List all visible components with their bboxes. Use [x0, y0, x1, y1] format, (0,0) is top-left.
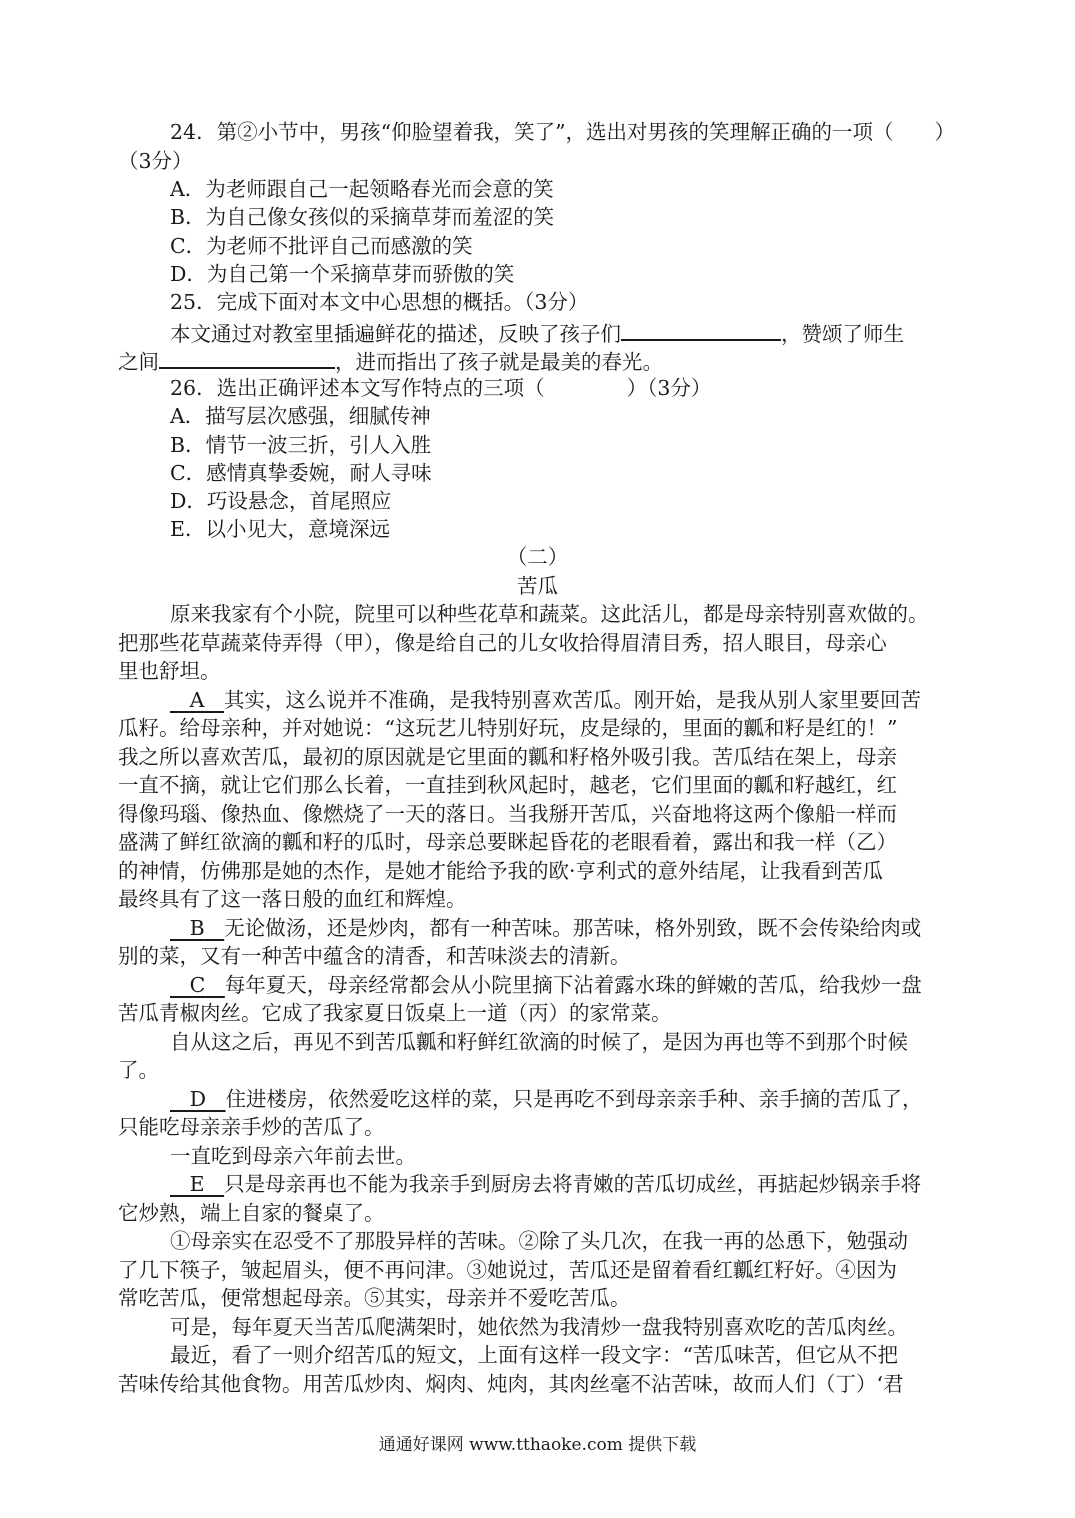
q24-score: （3分）	[118, 149, 193, 173]
q24-stem: 24．第②小节中，男孩“仰脸望着我，笑了”，选出对男孩的笑理解正确的一项（ ）	[170, 120, 956, 144]
para-until: 一直吃到母亲六年前去世。	[170, 1144, 416, 1168]
q25-stem: 25．完成下面对本文中心思想的概括。（3分）	[170, 290, 589, 314]
q25-line1-text-a: 本文通过对教室里插遍鲜花的描述，反映了孩子们	[170, 322, 621, 346]
article-title: 苦瓜	[517, 574, 558, 598]
q26-option-d: D．巧设悬念，首尾照应	[170, 489, 392, 513]
paraA-line: 盛满了鲜红欲滴的瓤和籽的瓜时，母亲总要眯起昏花的老眼看着，露出和我一样（乙）	[118, 830, 897, 854]
para-recent-line: 苦味传给其他食物。用苦瓜炒肉、焖肉、炖肉，其肉丝毫不沾苦味，故而人们（丁）‘君	[118, 1372, 904, 1396]
para-numbered-line: 常吃苦瓜，便常想起母亲。⑤其实，母亲并不爱吃苦瓜。	[118, 1286, 631, 1310]
q24-option-c: C．为老师不批评自己而感激的笑	[170, 234, 473, 258]
paraB-first-line: B 无论做汤，还是炒肉，都有一种苦味。那苦味，格外别致，既不会传染给肉或	[170, 914, 960, 942]
q26-option-b: B．情节一波三折，引人入胜	[170, 433, 432, 457]
blank-mark-a: A	[189, 688, 205, 712]
para1-line: 里也舒坦。	[118, 659, 221, 683]
para-numbered-line: ①母亲实在忍受不了那股异样的苦味。②除了头几次，在我一再的怂恿下，勉强动	[170, 1229, 908, 1253]
q24-option-b: B．为自己像女孩似的采摘草芽而羞涩的笑	[170, 205, 555, 229]
q25-line1-text-b: ，赞颂了师生	[781, 322, 904, 346]
para1-line: 把那些花草蔬菜侍弄得（甲），像是给自己的儿女收拾得眉清目秀，招人眼目，母亲心	[118, 631, 887, 655]
q24-option-a: A．为老师跟自己一起领略春光而会意的笑	[170, 177, 554, 201]
para-since-line: 了。	[118, 1058, 159, 1082]
paraA-line: 我之所以喜欢苦瓜，最初的原因就是它里面的瓤和籽格外吸引我。苦瓜结在架上，母亲	[118, 745, 897, 769]
section-label: （二）	[506, 545, 569, 569]
para-recent-line: 最近，看了一则介绍苦瓜的短文，上面有这样一段文字：“苦瓜味苦，但它从不把	[170, 1343, 898, 1367]
para1-line: 原来我家有个小院，院里可以种些花草和蔬菜。这此活儿，都是母亲特别喜欢做的。	[170, 602, 929, 626]
paraA-line: 得像玛瑙、像热血、像燃烧了一天的落日。当我掰开苦瓜，兴奋地将这两个像船一样而	[118, 802, 897, 826]
q26-stem: 26．选出正确评述本文写作特点的三项（ ）（3分）	[170, 376, 712, 400]
paraA-line: 一直不摘，就让它们那么长着，一直挂到秋风起时，越老，它们里面的瓤和籽越红，红	[118, 773, 897, 797]
paraC-first-line: C 每年夏天，母亲经常都会从小院里摘下沾着露水珠的鲜嫩的苦瓜，给我炒一盘	[170, 971, 960, 999]
paraE-line: 它炒熟，端上自家的餐桌了。	[118, 1201, 385, 1225]
paraE-first-line: E 只是母亲再也不能为我亲手到厨房去将青嫩的苦瓜切成丝，再掂起炒锅亲手将	[170, 1170, 960, 1198]
paraC-line: 苦瓜青椒肉丝。它成了我家夏日饭桌上一道（丙）的家常菜。	[118, 1001, 672, 1025]
para-numbered-line: 了几下筷子，皱起眉头，便不再问津。③她说过，苦瓜还是留着看红瓤红籽好。④因为	[118, 1258, 897, 1282]
blank-mark-d: D	[189, 1087, 206, 1111]
paraA-line: 的神情，仿佛那是她的杰作，是她才能给予我的欧·亨利式的意外结尾，让我看到苦瓜	[118, 859, 884, 883]
q25-blank-2[interactable]	[159, 345, 335, 369]
q26-option-e: E．以小见大，意境深远	[170, 517, 390, 541]
q25-line1	[170, 317, 960, 348]
q24-option-d: D．为自己第一个采摘草芽而骄傲的笑	[170, 262, 515, 286]
blank-mark-c: C	[189, 973, 206, 997]
q26-option-a: A．描写层次感强，细腻传神	[170, 404, 431, 428]
blank-mark-b: B	[189, 916, 205, 940]
q25-line2	[118, 345, 958, 376]
para-but: 可是，每年夏天当苦瓜爬满架时，她依然为我清炒一盘我特别喜欢吃的苦瓜肉丝。	[170, 1315, 908, 1339]
paraA-line: 瓜籽。给母亲种，并对她说：“这玩艺儿特别好玩，皮是绿的，里面的瓤和籽是红的！”	[118, 716, 898, 740]
q25-line2-text-a: 之间	[118, 350, 159, 374]
paraD-first-line: D 住进楼房，依然爱吃这样的菜，只是再吃不到母亲亲手种、亲手摘的苦瓜了，	[170, 1085, 960, 1113]
paraA-line: 最终具有了这一落日般的血红和辉煌。	[118, 887, 467, 911]
paraA-first-line: A 其实，这么说并不准确，是我特别喜欢苦瓜。刚开始，是我从别人家里要回苦	[170, 686, 960, 714]
q25-blank-1[interactable]	[621, 317, 781, 341]
page-footer: 通通好课网 www.tthaoke.com 提供下载	[378, 1435, 697, 1455]
paraD-line: 只能吃母亲亲手炒的苦瓜了。	[118, 1115, 385, 1139]
blank-mark-e: E	[189, 1172, 205, 1196]
para-since-line: 自从这之后，再见不到苦瓜瓤和籽鲜红欲滴的时候了，是因为再也等不到那个时候	[170, 1030, 908, 1054]
q26-option-c: C．感情真挚委婉，耐人寻味	[170, 461, 432, 485]
paraB-line: 别的菜，又有一种苦中蕴含的清香，和苦味淡去的清新。	[118, 944, 631, 968]
q25-line2-text-b: ，进而指出了孩子就是最美的春光。	[335, 350, 663, 374]
